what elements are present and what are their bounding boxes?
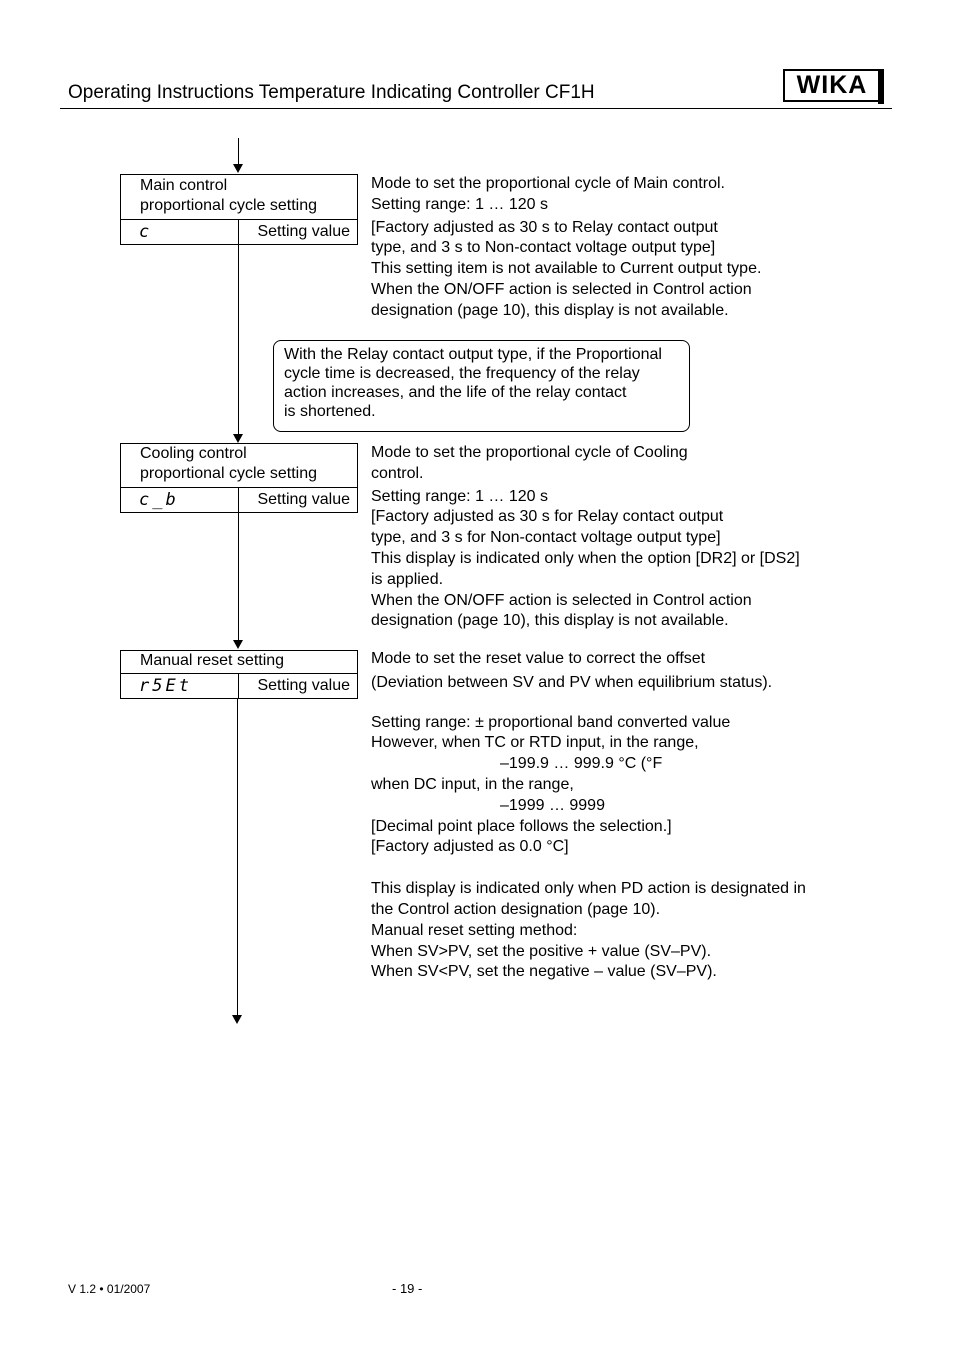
desc-line: This display is indicated only when PD action is designated in bbox=[371, 880, 806, 898]
desc-line: Setting range: 1 … 120 s bbox=[371, 487, 548, 505]
flow-arrow-2 bbox=[233, 640, 243, 649]
manual-reset-description bbox=[371, 649, 806, 983]
desc-line: [Factory adjusted as 0.0 °C] bbox=[371, 838, 569, 856]
main-cycle-display-code: c bbox=[121, 220, 239, 244]
desc-line: When SV>PV, set the positive + value (SV–PV). bbox=[371, 942, 712, 960]
main-cycle-setting-box bbox=[120, 174, 358, 245]
cooling-cycle-description bbox=[371, 443, 800, 632]
desc-line: designation (page 10), this display is not available. bbox=[371, 301, 729, 319]
cooling-cycle-title-line1: Cooling control bbox=[140, 445, 247, 462]
desc-line bbox=[371, 858, 806, 879]
main-cycle-value-row bbox=[121, 219, 357, 245]
cooling-cycle-value-row bbox=[121, 487, 357, 513]
desc-line: This setting item is not available to Current output type. bbox=[371, 260, 762, 278]
desc-line: [Decimal point place follows the selection.] bbox=[371, 817, 672, 835]
desc-line: designation (page 10), this display is not available. bbox=[371, 612, 729, 630]
note-line: is shortened. bbox=[284, 403, 376, 420]
desc-line: Setting range: 1 … 120 s bbox=[371, 195, 548, 213]
note-line: cycle time is decreased, the frequency of the relay bbox=[284, 365, 640, 382]
desc-line: Manual reset setting method: bbox=[371, 921, 578, 939]
desc-line: (Deviation between SV and PV when equilibrium status). bbox=[371, 673, 773, 691]
note-line: action increases, and the life of the relay contact bbox=[284, 384, 627, 401]
desc-line: type, and 3 s to Non-contact voltage output type] bbox=[371, 239, 716, 257]
manual-reset-setting-box bbox=[120, 650, 358, 699]
page-header-title: Operating Instructions Temperature Indicating Controller CF1H bbox=[68, 82, 595, 103]
footer-page-number: - 19 - bbox=[392, 1281, 423, 1296]
desc-line: is applied. bbox=[371, 570, 444, 588]
flow-line-top bbox=[238, 138, 239, 165]
wika-logo-text: WIKA bbox=[796, 71, 868, 99]
wika-logo bbox=[783, 69, 881, 102]
desc-line: –199.9 … 999.9 °C (°F bbox=[500, 755, 663, 773]
desc-line: When the ON/OFF action is selected in Control action bbox=[371, 591, 752, 609]
note-line: With the Relay contact output type, if the Proportional bbox=[284, 346, 662, 363]
logo-accent-bar bbox=[878, 69, 884, 104]
desc-line: [Factory adjusted as 30 s for Relay contact output bbox=[371, 508, 724, 526]
main-cycle-title-line1: Main control bbox=[140, 177, 228, 194]
desc-line: [Factory adjusted as 30 s to Relay contact output bbox=[371, 218, 718, 236]
cooling-cycle-title-line2: proportional cycle setting bbox=[140, 465, 317, 482]
desc-line: When SV<PV, set the negative – value (SV–PV). bbox=[371, 963, 717, 981]
main-cycle-title-line2: proportional cycle setting bbox=[140, 197, 317, 214]
desc-line: when DC input, in the range, bbox=[371, 775, 574, 793]
desc-line: Mode to set the proportional cycle of Main control. bbox=[371, 175, 725, 192]
flow-arrow-3 bbox=[232, 1015, 242, 1024]
manual-reset-value-row bbox=[121, 673, 357, 699]
desc-line: –1999 … 9999 bbox=[500, 796, 605, 814]
main-cycle-description bbox=[371, 174, 761, 322]
desc-line: control. bbox=[371, 464, 424, 482]
flow-line-2 bbox=[238, 512, 239, 641]
main-cycle-setting-value-label: Setting value bbox=[257, 223, 350, 240]
cooling-cycle-setting-value-label: Setting value bbox=[257, 491, 350, 508]
cooling-cycle-display-code: c_b bbox=[121, 488, 239, 512]
desc-line bbox=[371, 694, 806, 713]
desc-line: Mode to set the proportional cycle of Cooling bbox=[371, 444, 688, 461]
manual-reset-display-code: r5Et bbox=[121, 674, 239, 698]
flow-arrow-top bbox=[233, 164, 243, 173]
header-divider bbox=[60, 108, 892, 109]
flow-arrow-1 bbox=[233, 434, 243, 443]
desc-line: However, when TC or RTD input, in the range, bbox=[371, 734, 699, 752]
flow-line-1 bbox=[238, 244, 239, 435]
desc-line: Mode to set the reset value to correct the offset bbox=[371, 650, 706, 667]
desc-line: Setting range: ± proportional band converted value bbox=[371, 713, 731, 731]
desc-line: This display is indicated only when the option [DR2] or [DS2] bbox=[371, 549, 800, 567]
flow-line-3 bbox=[237, 698, 238, 1016]
relay-note-box bbox=[273, 340, 690, 432]
cooling-cycle-setting-box bbox=[120, 443, 358, 513]
footer-version: V 1.2 • 01/2007 bbox=[68, 1282, 151, 1296]
desc-line: When the ON/OFF action is selected in Control action bbox=[371, 280, 752, 298]
manual-reset-setting-value-label: Setting value bbox=[257, 677, 350, 694]
desc-line: the Control action designation (page 10). bbox=[371, 900, 661, 918]
manual-reset-title: Manual reset setting bbox=[140, 652, 285, 669]
desc-line: type, and 3 s for Non-contact voltage output type] bbox=[371, 529, 721, 547]
